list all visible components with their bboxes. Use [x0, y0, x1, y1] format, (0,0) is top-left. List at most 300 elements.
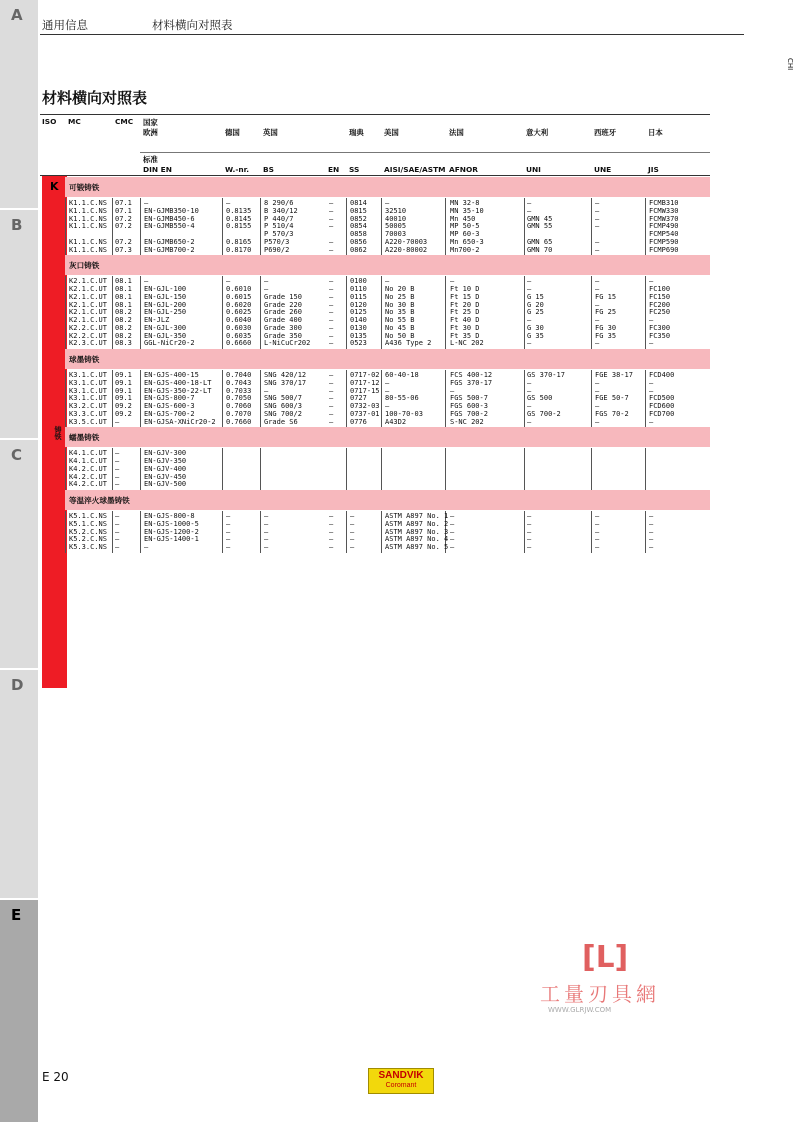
column-divider — [524, 511, 525, 553]
column-divider — [524, 276, 525, 349]
table-cell: FGS 700-2 — [450, 409, 488, 418]
table-cell: GGL-NiCr20-2 — [144, 339, 195, 348]
table-cell: EN-GJS-1200-2 — [144, 527, 199, 536]
table-cell: – — [264, 386, 269, 395]
table-cell: – — [329, 206, 334, 215]
table-cell: – — [226, 535, 231, 544]
table-cell: 08.1 — [115, 292, 132, 301]
section-title: 等温淬火球墨铸铁 — [69, 496, 130, 505]
head-afnor: AFNOR — [449, 165, 478, 174]
table-cell: 08.2 — [115, 323, 132, 332]
table-cell: – — [329, 331, 334, 340]
table-cell: – — [649, 417, 654, 426]
table-cell: – — [329, 371, 334, 379]
table-cell: – — [595, 535, 600, 544]
column-divider — [112, 276, 113, 349]
table-cell: – — [350, 519, 355, 528]
table-cell: 100-70-03 — [385, 409, 423, 418]
table-cell: – — [527, 543, 532, 551]
table-cell: Ft 25 D — [450, 308, 480, 317]
head-uk: 英国 — [263, 128, 278, 137]
table-cell: No 30 B — [385, 300, 415, 309]
table-cell: – — [450, 277, 455, 286]
table-cell: FGS 600-3 — [450, 402, 488, 410]
table-cell: – — [527, 417, 532, 426]
table-cell: EN-GJL-150 — [144, 292, 187, 301]
table-cell: 0776 — [350, 417, 367, 426]
table-cell: 0815 — [350, 206, 367, 215]
section-band — [65, 349, 710, 369]
table-cell: 80-55-06 — [385, 394, 419, 403]
table-cell: ASTM A897 No. 2 — [385, 519, 449, 528]
table-cell: FCMP590 — [649, 237, 679, 246]
table-cell: K3.1.C.UT — [69, 386, 107, 395]
table-cell: B 340/12 — [264, 206, 298, 215]
table-cell: P 570/3 — [264, 230, 294, 238]
table-cell: ASTM A897 No. 3 — [385, 527, 449, 536]
column-divider — [381, 198, 382, 255]
table-cell: FG 35 — [595, 331, 617, 340]
table-cell: 0.8135 — [226, 206, 252, 215]
table-cell: – — [527, 535, 532, 544]
column-divider — [381, 511, 382, 553]
table-cell: L-NC 202 — [450, 339, 484, 348]
table-cell: 0.7043 — [226, 378, 252, 387]
table-cell: 0.8170 — [226, 245, 252, 254]
table-cell: Mn 450 — [450, 214, 476, 223]
table-cell: FGS 370-17 — [450, 378, 493, 387]
table-cell: MP 50-5 — [450, 222, 480, 231]
table-cell: – — [649, 519, 654, 528]
table-cell: 0.6020 — [226, 300, 252, 309]
table-cell: 0.7070 — [226, 409, 252, 418]
table-cell: 0135 — [350, 331, 367, 340]
section-title: 球墨铸铁 — [69, 355, 100, 364]
table-cell: – — [350, 512, 355, 520]
table-cell: A220-70003 — [385, 237, 428, 246]
table-cell: K4.1.C.UT — [69, 457, 107, 465]
table-cell: K3.2.C.UT — [69, 402, 107, 410]
column-divider — [591, 370, 592, 427]
iso-k-label: 铸铁 — [54, 426, 62, 440]
table-cell: – — [329, 222, 334, 231]
column-divider — [112, 370, 113, 427]
column-divider — [65, 511, 66, 553]
table-cell: – — [527, 199, 532, 207]
table-cell: MP 60-3 — [450, 230, 480, 238]
table-cell: – — [144, 277, 149, 286]
table-cell: 07.2 — [115, 214, 132, 223]
table-cell: FGS 70-2 — [595, 409, 629, 418]
table-cell: 0854 — [350, 222, 367, 231]
table-cell: – — [595, 339, 600, 348]
table-cell: – — [329, 417, 334, 426]
head-din: DIN EN — [143, 165, 172, 174]
table-cell: A436 Type 2 — [385, 339, 432, 348]
table-cell: K3.5.C.UT — [69, 417, 107, 426]
tab-a[interactable] — [0, 0, 38, 208]
table-cell: – — [329, 277, 334, 286]
table-cell: – — [385, 378, 390, 387]
table-cell: 0852 — [350, 214, 367, 223]
tab-d-label: D — [11, 676, 24, 694]
head-standard: 标准 — [143, 155, 158, 164]
table-cell: FC300 — [649, 323, 671, 332]
table-cell: – — [595, 402, 600, 410]
table-cell: 60-40-18 — [385, 371, 419, 379]
column-divider — [346, 198, 347, 255]
table-cell: K4.2.C.UT — [69, 464, 107, 473]
table-cell: – — [595, 237, 600, 246]
table-cell: 0717-02 — [350, 371, 380, 379]
table-cell: – — [329, 527, 334, 536]
table-cell: K3.1.C.UT — [69, 371, 107, 379]
table-cell: – — [527, 386, 532, 395]
table-cell: FC150 — [649, 292, 671, 301]
table-cell: – — [329, 316, 334, 324]
table-cell: GS 700-2 — [527, 409, 561, 418]
table-cell: 0.8145 — [226, 214, 252, 223]
column-divider — [524, 448, 525, 490]
table-cell: L-NiCuCr202 — [264, 339, 311, 348]
column-divider — [381, 276, 382, 349]
table-cell: 0717-15 — [350, 386, 380, 395]
table-cell: – — [329, 339, 334, 348]
table-cell: K2.1.C.UT — [69, 316, 107, 324]
table-cell: FCMW330 — [649, 206, 679, 215]
table-cell: – — [264, 519, 269, 528]
column-divider — [222, 276, 223, 349]
column-divider — [524, 370, 525, 427]
column-divider — [222, 370, 223, 427]
table-cell: 0.7040 — [226, 371, 252, 379]
table-cell: – — [115, 480, 120, 489]
column-divider — [381, 448, 382, 490]
table-cell: SNG 600/3 — [264, 402, 302, 410]
table-cell: EN-GJMB650-2 — [144, 237, 195, 246]
table-cell: Grade 220 — [264, 300, 302, 309]
column-divider — [222, 448, 223, 490]
table-cell: FGE 38-17 — [595, 371, 633, 379]
table-cell: 07.1 — [115, 206, 132, 215]
column-divider — [140, 198, 141, 255]
table-cell: 07.2 — [115, 222, 132, 231]
table-cell: – — [385, 402, 390, 410]
table-cell: K3.3.C.UT — [69, 409, 107, 418]
table-cell: – — [595, 245, 600, 254]
table-cell: P690/2 — [264, 245, 290, 254]
table-cell: – — [595, 527, 600, 536]
head-usa: 美国 — [384, 128, 399, 137]
table-cell: – — [649, 378, 654, 387]
table-cell: EN-GJV-500 — [144, 480, 187, 489]
tab-b[interactable] — [0, 210, 38, 438]
table-cell: No 35 B — [385, 308, 415, 317]
table-cell: – — [385, 277, 390, 286]
table-cell: EN-GJS-800-8 — [144, 512, 195, 520]
table-cell: GMN 55 — [527, 222, 553, 231]
table-cell: 0.6040 — [226, 316, 252, 324]
table-cell: – — [595, 277, 600, 286]
table-cell: FG 15 — [595, 292, 617, 301]
table-cell: G 35 — [527, 331, 544, 340]
head-mc: MC — [68, 117, 81, 126]
table-cell: EN-GJS-1400-1 — [144, 535, 199, 544]
column-divider — [140, 370, 141, 427]
table-cell: K2.3.C.UT — [69, 339, 107, 348]
table-cell: – — [329, 378, 334, 387]
section-band — [65, 427, 710, 447]
head-aisi: AISI/SAE/ASTM — [384, 165, 446, 174]
table-cell: – — [385, 386, 390, 395]
table-cell: – — [264, 285, 269, 293]
table-cell: – — [527, 339, 532, 348]
table-cell: – — [649, 543, 654, 551]
column-divider — [445, 370, 446, 427]
table-cell: – — [264, 277, 269, 286]
table-cell: – — [649, 386, 654, 395]
table-cell: EN-GJL-200 — [144, 300, 187, 309]
table-cell: K2.2.C.UT — [69, 331, 107, 340]
table-cell: 0.8165 — [226, 237, 252, 246]
head-uni: UNI — [526, 165, 541, 174]
table-cell: FCMP690 — [649, 245, 679, 254]
table-cell: No 20 B — [385, 285, 415, 293]
table-cell: K4.2.C.UT — [69, 480, 107, 489]
table-cell: 08.2 — [115, 308, 132, 317]
table-cell: – — [595, 316, 600, 324]
table-cell: 0523 — [350, 339, 367, 348]
table-cell: – — [115, 464, 120, 473]
column-divider — [222, 511, 223, 553]
table-cell: – — [264, 543, 269, 551]
table-cell: 0.6010 — [226, 285, 252, 293]
table-cell: 0120 — [350, 300, 367, 309]
table-cell: FCS 400-12 — [450, 371, 493, 379]
table-cell: – — [350, 543, 355, 551]
table-cell: 08.1 — [115, 277, 132, 286]
table-cell: – — [329, 519, 334, 528]
table-cell: GMN 70 — [527, 245, 553, 254]
table-cell: P 510/4 — [264, 222, 294, 231]
column-divider — [645, 511, 646, 553]
table-cell: Grade S6 — [264, 417, 298, 426]
table-cell: EN-GJL-250 — [144, 308, 187, 317]
table-cell: – — [450, 519, 455, 528]
table-cell: – — [329, 285, 334, 293]
page-header-title: 材料横向对照表 — [152, 18, 233, 32]
table-cell: – — [450, 535, 455, 544]
tab-a-label: A — [11, 6, 23, 24]
table-cell: – — [115, 527, 120, 536]
table-cell: FC200 — [649, 300, 671, 309]
table-cell: 70003 — [385, 230, 407, 238]
column-divider — [346, 370, 347, 427]
table-cell: 0.6025 — [226, 308, 252, 317]
table-cell: – — [527, 527, 532, 536]
table-cell: – — [144, 543, 149, 551]
table-cell: 09.1 — [115, 394, 132, 403]
tab-d[interactable] — [0, 670, 38, 898]
table-cell: FCD400 — [649, 371, 675, 379]
table-cell: – — [527, 277, 532, 286]
column-divider — [260, 198, 261, 255]
table-cell: FC100 — [649, 285, 671, 293]
table-cell: P 440/7 — [264, 214, 294, 223]
table-cell: 08.2 — [115, 331, 132, 340]
table-cell: – — [527, 285, 532, 293]
table-cell: No 25 B — [385, 292, 415, 301]
column-divider — [645, 370, 646, 427]
table-cell: – — [649, 512, 654, 520]
table-cell: 0.6030 — [226, 323, 252, 332]
table-cell: – — [264, 512, 269, 520]
tab-b-label: B — [11, 216, 23, 234]
table-cell: – — [144, 199, 149, 207]
header-rule — [40, 34, 744, 35]
head-ss: SS — [349, 165, 360, 174]
table-cell: G 30 — [527, 323, 544, 332]
table-cell: 0717-12 — [350, 378, 380, 387]
table-cell: – — [527, 402, 532, 410]
table-cell: 32510 — [385, 206, 407, 215]
table-top-rule — [40, 114, 710, 115]
table-cell: K2.1.C.UT — [69, 292, 107, 301]
tab-e[interactable] — [0, 900, 38, 1122]
watermark — [540, 940, 680, 1020]
table-cell: – — [649, 316, 654, 324]
table-cell: – — [329, 300, 334, 309]
table-cell: FCMP540 — [649, 230, 679, 238]
table-cell: Mn 650-3 — [450, 237, 484, 246]
table-cell: 0737-01 — [350, 409, 380, 418]
tab-c[interactable] — [0, 440, 38, 668]
table-cell: FGE 50-7 — [595, 394, 629, 403]
column-divider — [591, 276, 592, 349]
table-cell: No 45 B — [385, 323, 415, 332]
table-cell: ASTM A897 No. 5 — [385, 543, 449, 551]
table-cell: 08.1 — [115, 285, 132, 293]
head-jis: JIS — [648, 165, 659, 174]
table-cell: EN-GJV-300 — [144, 449, 187, 458]
section-band — [65, 255, 710, 275]
table-cell: A220-80002 — [385, 245, 428, 254]
table-cell: FCMB310 — [649, 199, 679, 207]
table-cell: 0130 — [350, 323, 367, 332]
table-cell: – — [595, 285, 600, 293]
table-cell: MN 35-10 — [450, 206, 484, 215]
table-cell: K2.1.C.UT — [69, 277, 107, 286]
table-cell: S-NC 202 — [450, 417, 484, 426]
head-une: UNE — [594, 165, 612, 174]
table-cell: 50005 — [385, 222, 407, 231]
column-divider — [260, 448, 261, 490]
column-divider — [645, 448, 646, 490]
table-cell: 07.3 — [115, 245, 132, 254]
table-cell: EN-GJL-300 — [144, 323, 187, 332]
table-cell: – — [226, 519, 231, 528]
table-cell: Grade 350 — [264, 331, 302, 340]
table-cell: SNG 420/12 — [264, 371, 307, 379]
table-cell: – — [226, 277, 231, 286]
table-cell: – — [329, 512, 334, 520]
table-cell: K1.1.C.NS — [69, 206, 107, 215]
table-cell: – — [595, 214, 600, 223]
table-cell: FCMP490 — [649, 222, 679, 231]
table-cell: FCD500 — [649, 394, 675, 403]
table-cell: K4.2.C.UT — [69, 472, 107, 481]
section-band — [65, 177, 710, 197]
table-cell: – — [595, 386, 600, 395]
table-cell: – — [527, 206, 532, 215]
column-divider — [591, 198, 592, 255]
table-cell: EN-GJS-400-15 — [144, 371, 199, 379]
table-cell: 0125 — [350, 308, 367, 317]
table-cell: – — [329, 409, 334, 418]
table-cell: – — [595, 206, 600, 215]
column-divider — [591, 511, 592, 553]
header-bottom-rule — [40, 175, 710, 176]
table-cell: 09.2 — [115, 409, 132, 418]
column-divider — [112, 448, 113, 490]
table-cell: K2.1.C.UT — [69, 300, 107, 309]
table-cell: – — [329, 199, 334, 207]
table-cell: 0856 — [350, 237, 367, 246]
head-wnr: W.-nr. — [225, 165, 250, 174]
table-cell: Ft 15 D — [450, 292, 480, 301]
head-france: 法国 — [449, 128, 464, 137]
table-cell: Grade 150 — [264, 292, 302, 301]
table-cell: – — [450, 512, 455, 520]
table-cell: EN-GJS-600-3 — [144, 402, 195, 410]
table-cell: Grade 260 — [264, 308, 302, 317]
head-europe: 欧洲 — [143, 128, 158, 137]
table-cell: K1.1.C.NS — [69, 214, 107, 223]
table-cell: Grade 300 — [264, 323, 302, 332]
watermark-text: 工量刃具網 — [540, 982, 660, 1006]
table-cell: 0814 — [350, 199, 367, 207]
table-cell: K5.2.C.NS — [69, 527, 107, 536]
table-cell: – — [527, 378, 532, 387]
table-cell: K5.1.C.NS — [69, 512, 107, 520]
table-cell: 0.7033 — [226, 386, 252, 395]
table-cell: 08.1 — [115, 300, 132, 309]
table-cell: SNG 500/7 — [264, 394, 302, 403]
table-cell: – — [595, 378, 600, 387]
iso-k-letter: K — [50, 180, 59, 193]
table-cell: – — [649, 527, 654, 536]
table-cell: – — [115, 519, 120, 528]
table-cell: 0862 — [350, 245, 367, 254]
table-cell: K2.1.C.UT — [69, 285, 107, 293]
column-divider — [65, 198, 66, 255]
table-cell: – — [329, 386, 334, 395]
watermark-url: WWW.GLRJW.COM — [548, 1006, 612, 1014]
table-cell: FG 25 — [595, 308, 617, 317]
table-cell: K2.1.C.UT — [69, 308, 107, 317]
iso-k-bar — [42, 176, 67, 688]
table-cell: Ft 10 D — [450, 285, 480, 293]
table-cell: – — [527, 316, 532, 324]
table-cell: – — [649, 535, 654, 544]
table-cell: – — [226, 199, 231, 207]
language-code: CHI — [786, 58, 794, 71]
table-cell: – — [329, 394, 334, 403]
table-cell: SNG 370/17 — [264, 378, 307, 387]
table-cell: EN-JLZ — [144, 316, 170, 324]
table-cell: MN 32-8 — [450, 199, 480, 207]
column-divider — [346, 448, 347, 490]
